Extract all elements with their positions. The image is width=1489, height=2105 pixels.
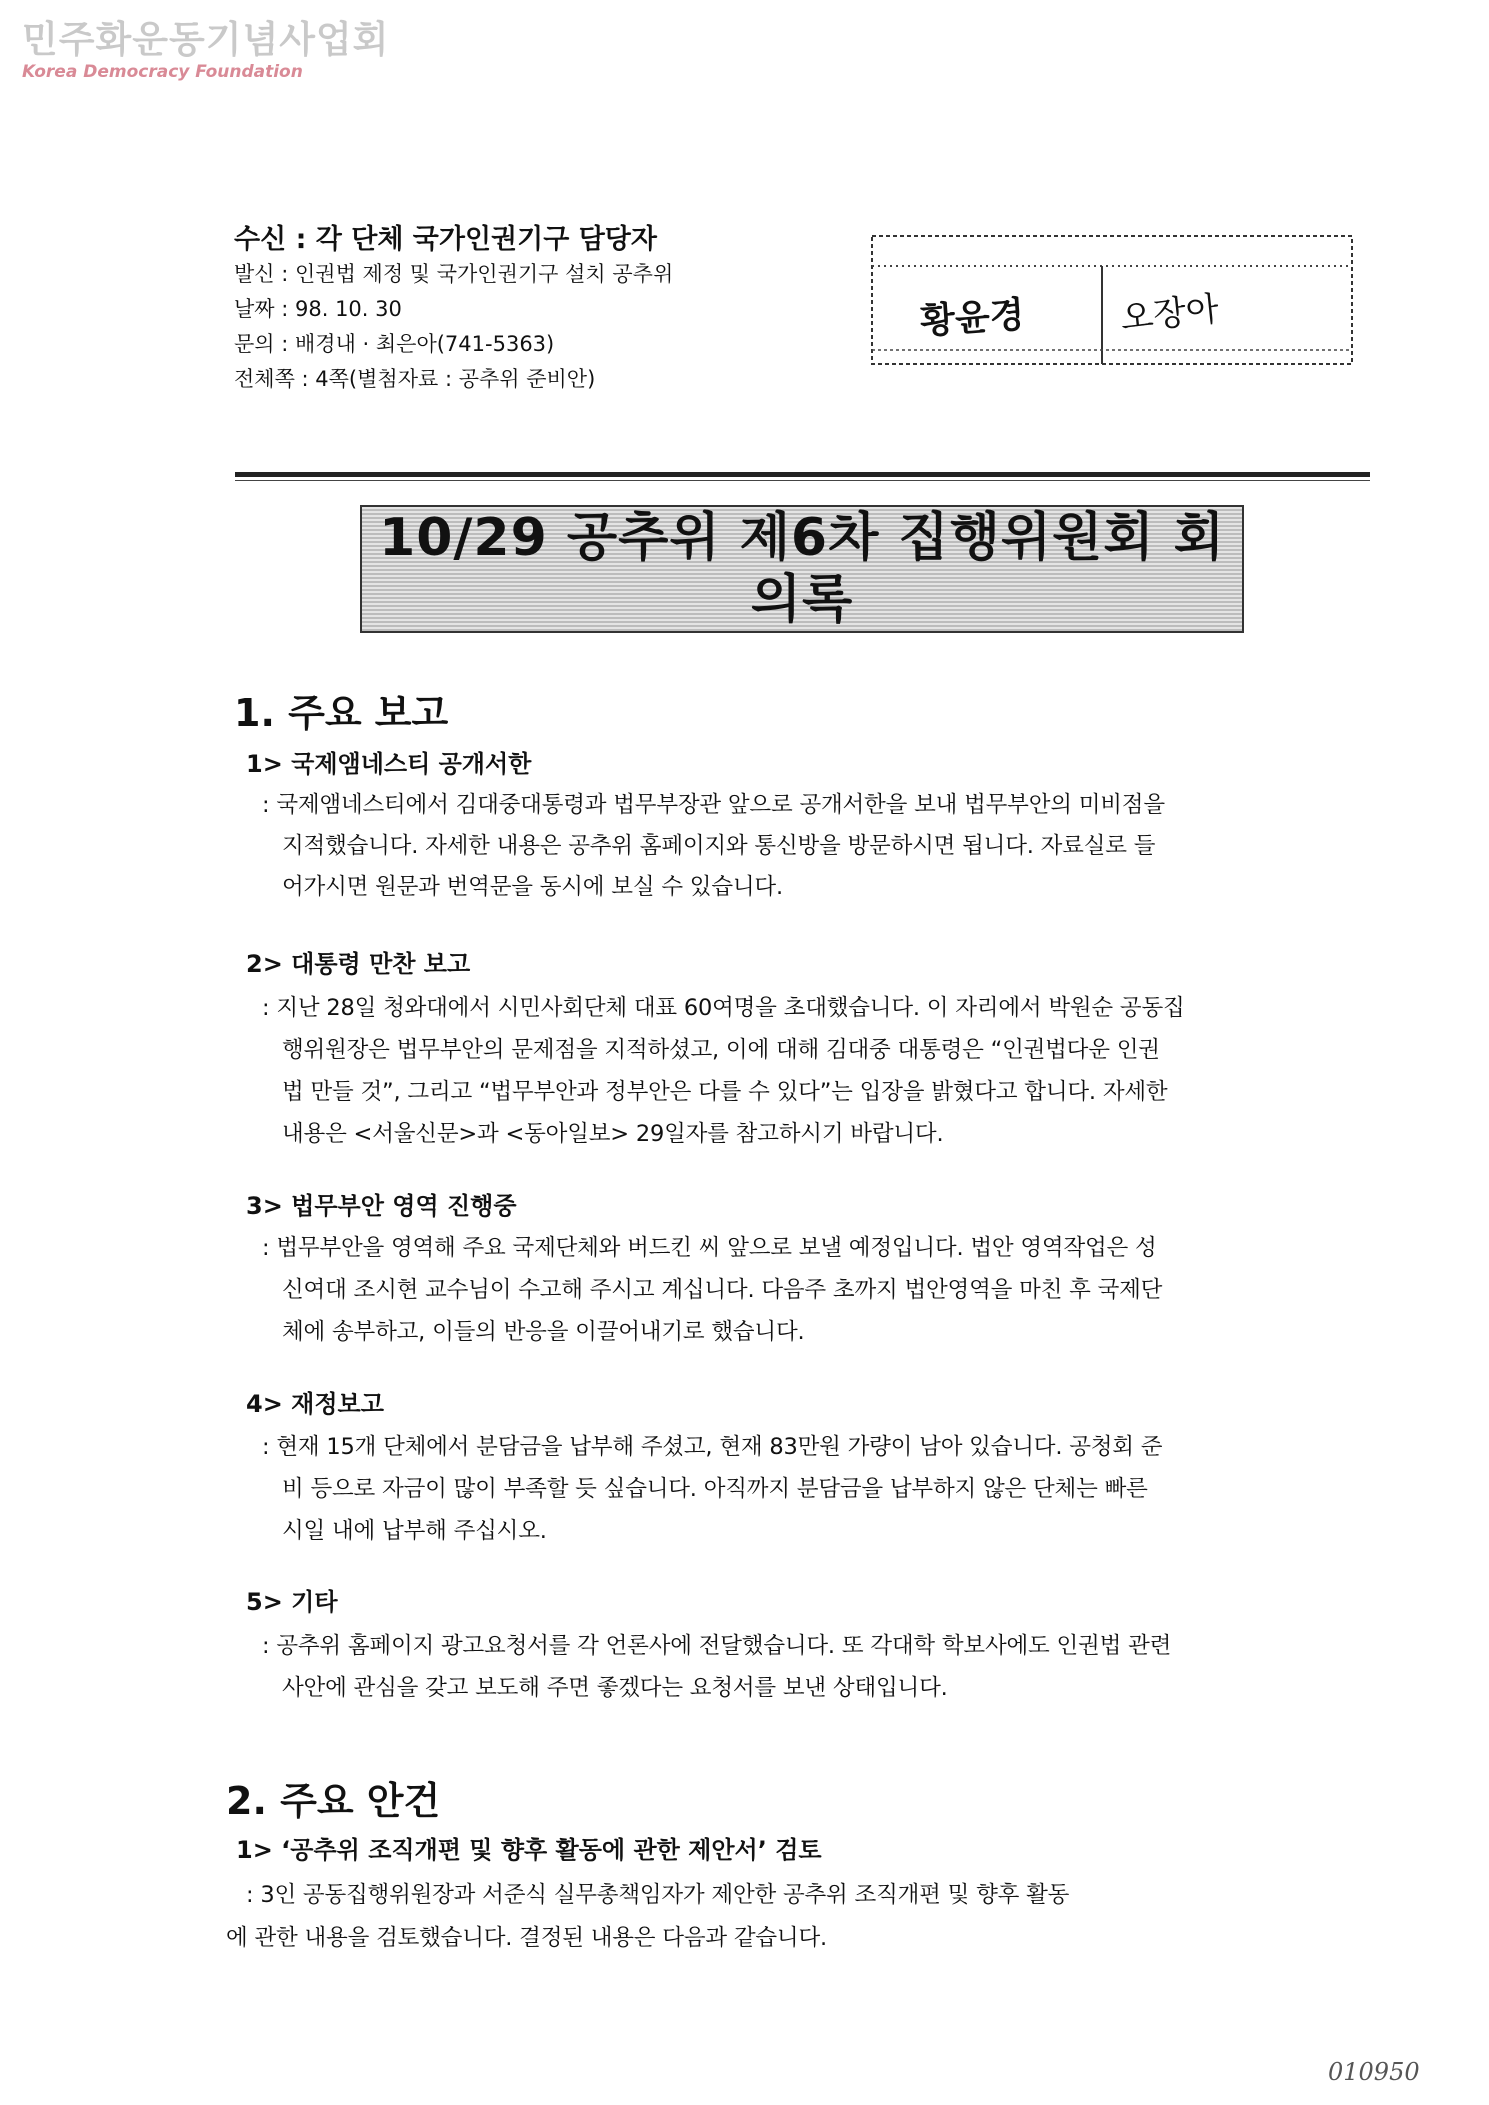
item-line: : 지난 28일 청와대에서 시민사회단체 대표 60여명을 초대했습니다. 이 자리에서 박원순 공동집 — [262, 995, 1185, 1021]
item-heading: 1> ‘공추위 조직개편 및 향후 활동에 관한 제안서’ 검토 — [236, 1836, 822, 1864]
memo-header — [234, 222, 673, 397]
item-line: : 공추위 홈페이지 광고요청서를 각 언론사에 전달했습니다. 또 각대학 학보사에도 인권법 관련 — [262, 1633, 1172, 1659]
date-line: 날짜 : 98. 10. 30 — [234, 297, 402, 321]
item-heading: 5> 기타 — [246, 1588, 338, 1616]
watermark — [22, 18, 389, 82]
watermark-org-korean: 민주화운동기념사업회 — [22, 18, 390, 61]
item-heading: 4> 재정보고 — [246, 1390, 384, 1418]
item-line: : 법무부안을 영역해 주요 국제단체와 버드킨 씨 앞으로 보낼 예정입니다. 법안 영역작업은 성 — [262, 1235, 1157, 1261]
title-rule-thin — [235, 480, 1370, 481]
item-line: 지적했습니다. 자세한 내용은 공추위 홈페이지와 통신방을 방문하시면 됩니다. 자료실로 들 — [282, 833, 1156, 859]
sender-line: 발신 : 인권법 제정 및 국가인권기구 설치 공추위 — [234, 262, 674, 286]
item-heading: 1> 국제앰네스티 공개서한 — [246, 750, 532, 778]
item-line: 비 등으로 자금이 많이 부족할 듯 싶습니다. 아직까지 분담금을 납부하지 않은 단체는 빠른 — [282, 1476, 1148, 1502]
contact-line: 문의 : 배경내 · 최은아(741-5363) — [234, 332, 555, 356]
item-line: 체에 송부하고, 이들의 반응을 이끌어내기로 했습니다. — [282, 1319, 805, 1345]
signature-1: 황윤경 — [918, 293, 1026, 343]
item-line: 에 관한 내용을 검토했습니다. 결정된 내용은 다음과 같습니다. — [226, 1925, 827, 1951]
item-line: : 국제앰네스티에서 김대중대통령과 법무부장관 앞으로 공개서한을 보내 법무부안의 미비점을 — [262, 792, 1165, 818]
item-line: 신여대 조시현 교수님이 수고해 주시고 계십니다. 다음주 초까지 법안영역을 마친 후 국제단 — [282, 1277, 1163, 1303]
page-mark: 010950 — [1328, 2058, 1420, 2086]
section-heading: 2. 주요 안건 — [226, 1779, 441, 1823]
signature-2: 오장아 — [1118, 288, 1221, 340]
item-line: : 3인 공동집행위원장과 서준식 실무총책임자가 제안한 공추위 조직개편 및 향후 활동 — [246, 1882, 1070, 1908]
item-line: 시일 내에 납부해 주십시오. — [282, 1518, 547, 1544]
title-rule-thick — [235, 472, 1370, 477]
section-heading: 1. 주요 보고 — [234, 691, 449, 735]
item-heading: 3> 법무부안 영역 진행중 — [246, 1192, 517, 1220]
item-line: 내용은 <서울신문>과 <동아일보> 29일자를 참고하시기 바랍니다. — [282, 1121, 944, 1147]
recipient-line: 수신 : 각 단체 국가인권기구 담당자 — [234, 224, 657, 255]
item-line: 사안에 관심을 갖고 보도해 주면 좋겠다는 요청서를 보낸 상태입니다. — [282, 1675, 948, 1701]
pages-line: 전체쪽 : 4쪽(별첨자료 : 공추위 준비안) — [234, 367, 596, 391]
item-line: 어가시면 원문과 번역문을 동시에 보실 수 있습니다. — [282, 874, 783, 900]
item-heading: 2> 대통령 만찬 보고 — [246, 950, 471, 978]
watermark-org-english: Korea Democracy Foundation — [22, 62, 303, 82]
item-line: 행위원장은 법무부안의 문제점을 지적하셨고, 이에 대해 김대중 대통령은 “인권법다운 인권 — [282, 1037, 1160, 1063]
item-line: 법 만들 것”, 그리고 “법무부안과 정부안은 다를 수 있다”는 입장을 밝혔다고 합니다. 자세한 — [282, 1079, 1168, 1105]
item-line: : 현재 15개 단체에서 분담금을 납부해 주셨고, 현재 83만원 가량이 남아 있습니다. 공청회 준 — [262, 1434, 1163, 1460]
approval-stamp — [870, 228, 1356, 368]
document-title: 10/29 공추위 제6차 집행위원회 회의록 — [360, 505, 1244, 633]
